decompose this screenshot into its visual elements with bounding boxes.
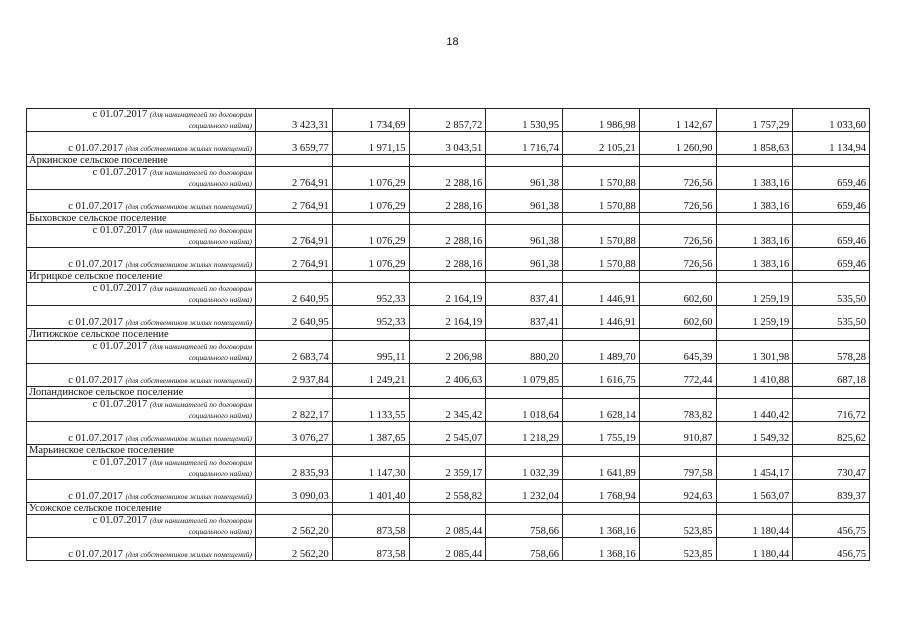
settlement-header-row [27,213,870,225]
tenant-row-label [27,283,256,306]
owner-row-label [27,306,256,329]
tariff-value: 839,37 [793,480,870,503]
tariff-value: 1 368,16 [563,515,640,538]
tariff-value: 456,75 [793,515,870,538]
row-label-line1 [30,167,252,178]
tariff-value: 1 570,88 [563,190,640,213]
tenant-note-line2: социального найма) [188,527,252,536]
empty-cell [563,387,640,399]
empty-cell [716,155,793,167]
effective-date: с 01.07.2017 [68,433,123,444]
tariff-value: 3 076,27 [256,422,333,445]
owner-row-label [27,422,256,445]
tariff-value: 1 383,16 [716,190,793,213]
tariff-value: 645,39 [639,341,716,364]
owner-row-label [27,190,256,213]
tariff-value: 2 288,16 [409,225,486,248]
tariff-value: 2 105,21 [563,132,640,155]
settlement-name: Усожское сельское поселение [27,503,256,515]
tariff-value: 961,38 [486,248,563,271]
tenant-row-label [27,457,256,480]
empty-cell [332,155,409,167]
empty-cell [563,445,640,457]
empty-cell [563,329,640,341]
tariff-value: 2 764,91 [256,190,333,213]
tariff-value: 2 288,16 [409,167,486,190]
empty-cell [716,387,793,399]
empty-cell [793,503,870,515]
empty-cell [563,271,640,283]
owner-tariff-row [27,306,870,329]
owner-tariff-row [27,422,870,445]
tenant-tariff-row [27,225,870,248]
tariff-value: 1 986,98 [563,109,640,132]
tenant-row-label [27,109,256,132]
tariff-value: 1 440,42 [716,399,793,422]
tariff-value: 1 368,16 [563,538,640,561]
tariff-value: 2 545,07 [409,422,486,445]
tenant-tariff-row [27,167,870,190]
tariff-value: 2 937,84 [256,364,333,387]
tariff-value: 1 628,14 [563,399,640,422]
row-label-line1 [30,225,252,236]
tenant-note-line2: социального найма) [188,353,252,362]
tenant-tariff-row [27,109,870,132]
tenant-row-label [27,515,256,538]
tenant-note-line1: (для нанимателей по договорам [149,342,252,351]
empty-cell [486,271,563,283]
owner-row-label [27,132,256,155]
effective-date: с 01.07.2017 [68,143,123,154]
effective-date: с 01.07.2017 [68,491,123,502]
row-label-line1 [30,515,252,526]
empty-cell [716,503,793,515]
tariff-value: 3 659,77 [256,132,333,155]
empty-cell [486,213,563,225]
tariff-value: 1 383,16 [716,248,793,271]
tariff-value: 730,47 [793,457,870,480]
effective-date: с 01.07.2017 [68,317,123,328]
owner-row-label [27,480,256,503]
tariff-value: 687,18 [793,364,870,387]
tariff-value: 1 260,90 [639,132,716,155]
empty-cell [639,213,716,225]
tariff-value: 1 734,69 [332,109,409,132]
tariff-value: 873,58 [332,538,409,561]
tariff-value: 1 641,89 [563,457,640,480]
owner-row-label [27,364,256,387]
empty-cell [716,329,793,341]
tariff-value: 716,72 [793,399,870,422]
tariff-value: 952,33 [332,283,409,306]
tariff-value: 578,28 [793,341,870,364]
page-number: 18 [446,36,459,48]
row-label-line1 [30,283,252,294]
tariff-value: 3 090,03 [256,480,333,503]
tariff-value: 602,60 [639,283,716,306]
empty-cell [332,329,409,341]
tariff-value: 726,56 [639,167,716,190]
effective-date: с 01.07.2017 [92,457,148,468]
tariff-value: 1 489,70 [563,341,640,364]
empty-cell [486,387,563,399]
empty-cell [486,445,563,457]
tariff-value: 1 383,16 [716,225,793,248]
tenant-row-label [27,399,256,422]
tariff-value: 2 764,91 [256,248,333,271]
effective-date: с 01.07.2017 [92,109,148,120]
tariff-value: 837,41 [486,306,563,329]
effective-date: с 01.07.2017 [68,259,123,270]
tariff-value: 2 764,91 [256,225,333,248]
settlement-header-row [27,329,870,341]
settlement-header-row [27,503,870,515]
tariff-value: 880,20 [486,341,563,364]
tariff-value: 523,85 [639,538,716,561]
tariff-value: 924,63 [639,480,716,503]
tariff-value: 602,60 [639,306,716,329]
settlement-header-row [27,155,870,167]
empty-cell [409,503,486,515]
empty-cell [256,445,333,457]
tariff-value: 1 032,39 [486,457,563,480]
tariff-value: 952,33 [332,306,409,329]
owner-note: (для собственников жилых помещений) [125,434,252,443]
empty-cell [256,155,333,167]
tariff-value: 1 076,29 [332,167,409,190]
owner-note: (для собственников жилых помещений) [125,202,252,211]
tariff-value: 3 043,51 [409,132,486,155]
tariff-value: 1 259,19 [716,306,793,329]
tariff-value: 2 345,42 [409,399,486,422]
tariff-value: 1 387,65 [332,422,409,445]
tariff-value: 2 562,20 [256,538,333,561]
tariff-value: 1 410,88 [716,364,793,387]
tariff-value: 726,56 [639,225,716,248]
settlement-name: Аркинское сельское поселение [27,155,256,167]
owner-row-label [27,248,256,271]
empty-cell [563,503,640,515]
tenant-note-line2: социального найма) [188,179,252,188]
tariff-value: 1 446,91 [563,283,640,306]
effective-date: с 01.07.2017 [92,167,148,178]
effective-date: с 01.07.2017 [92,399,148,410]
tariff-value: 2 164,19 [409,306,486,329]
effective-date: с 01.07.2017 [68,201,123,212]
tenant-tariff-row [27,515,870,538]
tariff-value: 1 768,94 [563,480,640,503]
empty-cell [793,155,870,167]
empty-cell [256,329,333,341]
empty-cell [409,329,486,341]
tariff-value: 873,58 [332,515,409,538]
effective-date: с 01.07.2017 [92,225,148,236]
tenant-note-line2: социального найма) [188,121,252,130]
tariff-value: 1 454,17 [716,457,793,480]
owner-tariff-row [27,480,870,503]
tariff-value: 2 085,44 [409,515,486,538]
tariff-value: 1 530,95 [486,109,563,132]
empty-cell [332,213,409,225]
empty-cell [409,445,486,457]
empty-cell [486,503,563,515]
empty-cell [716,213,793,225]
tenant-tariff-row [27,283,870,306]
tariff-value: 1 076,29 [332,248,409,271]
tariff-value: 535,50 [793,283,870,306]
tenant-row-label [27,225,256,248]
empty-cell [563,213,640,225]
row-label-line1 [30,399,252,410]
tariff-value: 1 755,19 [563,422,640,445]
tariff-value: 961,38 [486,190,563,213]
empty-cell [639,503,716,515]
effective-date: с 01.07.2017 [68,375,123,386]
tariff-value: 837,41 [486,283,563,306]
empty-cell [486,329,563,341]
tariff-value: 2 288,16 [409,190,486,213]
tariff-value: 1 232,04 [486,480,563,503]
tariff-value: 1 383,16 [716,167,793,190]
settlement-header-row [27,387,870,399]
owner-tariff-row [27,364,870,387]
tariff-value: 2 558,82 [409,480,486,503]
owner-tariff-row [27,132,870,155]
tenant-note-line1: (для нанимателей по договорам [149,516,252,525]
tariff-value: 1 757,29 [716,109,793,132]
tariff-value: 2 288,16 [409,248,486,271]
tariff-table-body [27,109,870,561]
empty-cell [256,271,333,283]
empty-cell [639,445,716,457]
empty-cell [639,387,716,399]
tariff-value: 535,50 [793,306,870,329]
settlement-name: Лопандинское сельское поселение [27,387,256,399]
tariff-value: 910,87 [639,422,716,445]
empty-cell [486,155,563,167]
tariff-value: 961,38 [486,225,563,248]
tenant-note-line2: социального найма) [188,237,252,246]
owner-note: (для собственников жилых помещений) [125,318,252,327]
tariff-value: 1 616,75 [563,364,640,387]
tariff-value: 1 079,85 [486,364,563,387]
empty-cell [256,503,333,515]
owner-tariff-row [27,538,870,561]
tariff-value: 1 133,55 [332,399,409,422]
tariff-value: 758,66 [486,515,563,538]
tariff-value: 2 406,63 [409,364,486,387]
owner-tariff-row [27,190,870,213]
tariff-value: 772,44 [639,364,716,387]
empty-cell [256,213,333,225]
tariff-value: 1 142,67 [639,109,716,132]
settlement-header-row [27,445,870,457]
settlement-header-row [27,271,870,283]
owner-note: (для собственников жилых помещений) [125,492,252,501]
owner-note: (для собственников жилых помещений) [125,376,252,385]
tenant-note-line1: (для нанимателей по договорам [149,284,252,293]
tariff-value: 1 858,63 [716,132,793,155]
tariff-value: 1 218,29 [486,422,563,445]
tenant-note-line1: (для нанимателей по договорам [149,400,252,409]
tariff-table [26,108,870,561]
tariff-value: 456,75 [793,538,870,561]
tariff-value: 1 259,19 [716,283,793,306]
tariff-value: 2 359,17 [409,457,486,480]
owner-note: (для собственников жилых помещений) [125,260,252,269]
owner-note: (для собственников жилых помещений) [125,550,252,559]
tenant-note-line1: (для нанимателей по договорам [149,226,252,235]
owner-note: (для собственников жилых помещений) [125,144,252,153]
empty-cell [639,329,716,341]
tariff-value: 1 301,98 [716,341,793,364]
empty-cell [793,213,870,225]
tariff-value: 1 076,29 [332,225,409,248]
empty-cell [793,387,870,399]
tariff-value: 995,11 [332,341,409,364]
tariff-value: 2 764,91 [256,167,333,190]
empty-cell [716,271,793,283]
settlement-name: Марьинское сельское поселение [27,445,256,457]
owner-tariff-row [27,248,870,271]
effective-date: с 01.07.2017 [68,549,123,560]
tariff-value: 659,46 [793,248,870,271]
tariff-value: 1 716,74 [486,132,563,155]
owner-row-label [27,538,256,561]
empty-cell [409,387,486,399]
tenant-row-label [27,341,256,364]
tariff-value: 2 164,19 [409,283,486,306]
tariff-value: 1 971,15 [332,132,409,155]
tariff-value: 1 147,30 [332,457,409,480]
tariff-value: 2 085,44 [409,538,486,561]
tariff-value: 523,85 [639,515,716,538]
tenant-tariff-row [27,399,870,422]
tariff-value: 659,46 [793,225,870,248]
tariff-value: 1 180,44 [716,538,793,561]
tariff-value: 2 640,95 [256,306,333,329]
settlement-name: Быховское сельское поселение [27,213,256,225]
tenant-row-label [27,167,256,190]
tenant-note-line1: (для нанимателей по договорам [149,110,252,119]
effective-date: с 01.07.2017 [92,515,148,526]
settlement-name: Литижское сельское поселение [27,329,256,341]
tariff-value: 1 401,40 [332,480,409,503]
empty-cell [256,387,333,399]
tariff-value: 659,46 [793,167,870,190]
empty-cell [639,155,716,167]
empty-cell [409,213,486,225]
tariff-value: 659,46 [793,190,870,213]
tariff-value: 1 446,91 [563,306,640,329]
tariff-value: 1 570,88 [563,225,640,248]
tenant-tariff-row [27,457,870,480]
tariff-value: 2 835,93 [256,457,333,480]
empty-cell [639,271,716,283]
tenant-tariff-row [27,341,870,364]
tariff-value: 2 640,95 [256,283,333,306]
tariff-value: 1 549,32 [716,422,793,445]
tariff-value: 961,38 [486,167,563,190]
settlement-name: Игрицкое сельское поселение [27,271,256,283]
tenant-note-line2: социального найма) [188,411,252,420]
row-label-line1 [30,457,252,468]
tariff-value: 1 033,60 [793,109,870,132]
tariff-value: 1 570,88 [563,167,640,190]
row-label-line1 [30,341,252,352]
tariff-value: 726,56 [639,248,716,271]
tariff-value: 726,56 [639,190,716,213]
tariff-value: 1 180,44 [716,515,793,538]
empty-cell [793,445,870,457]
tariff-value: 1 134,94 [793,132,870,155]
tariff-value: 1 570,88 [563,248,640,271]
tariff-value: 1 018,64 [486,399,563,422]
tenant-note-line1: (для нанимателей по договорам [149,168,252,177]
empty-cell [793,329,870,341]
empty-cell [793,271,870,283]
tenant-note-line1: (для нанимателей по договорам [149,458,252,467]
tariff-value: 2 206,98 [409,341,486,364]
tariff-value: 1 563,07 [716,480,793,503]
tariff-value: 825,62 [793,422,870,445]
tenant-note-line2: социального найма) [188,469,252,478]
effective-date: с 01.07.2017 [92,341,148,352]
empty-cell [332,387,409,399]
empty-cell [409,155,486,167]
tariff-value: 2 562,20 [256,515,333,538]
effective-date: с 01.07.2017 [92,283,148,294]
tenant-note-line2: социального найма) [188,295,252,304]
tariff-value: 2 683,74 [256,341,333,364]
row-label-line1 [30,109,252,120]
tariff-value: 1 076,29 [332,190,409,213]
empty-cell [563,155,640,167]
empty-cell [716,445,793,457]
tariff-value: 2 822,17 [256,399,333,422]
empty-cell [409,271,486,283]
empty-cell [332,445,409,457]
tariff-value: 1 249,21 [332,364,409,387]
tariff-value: 797,58 [639,457,716,480]
empty-cell [332,503,409,515]
tariff-value: 3 423,31 [256,109,333,132]
empty-cell [332,271,409,283]
tariff-value: 2 857,72 [409,109,486,132]
tariff-value: 783,82 [639,399,716,422]
tariff-value: 758,66 [486,538,563,561]
